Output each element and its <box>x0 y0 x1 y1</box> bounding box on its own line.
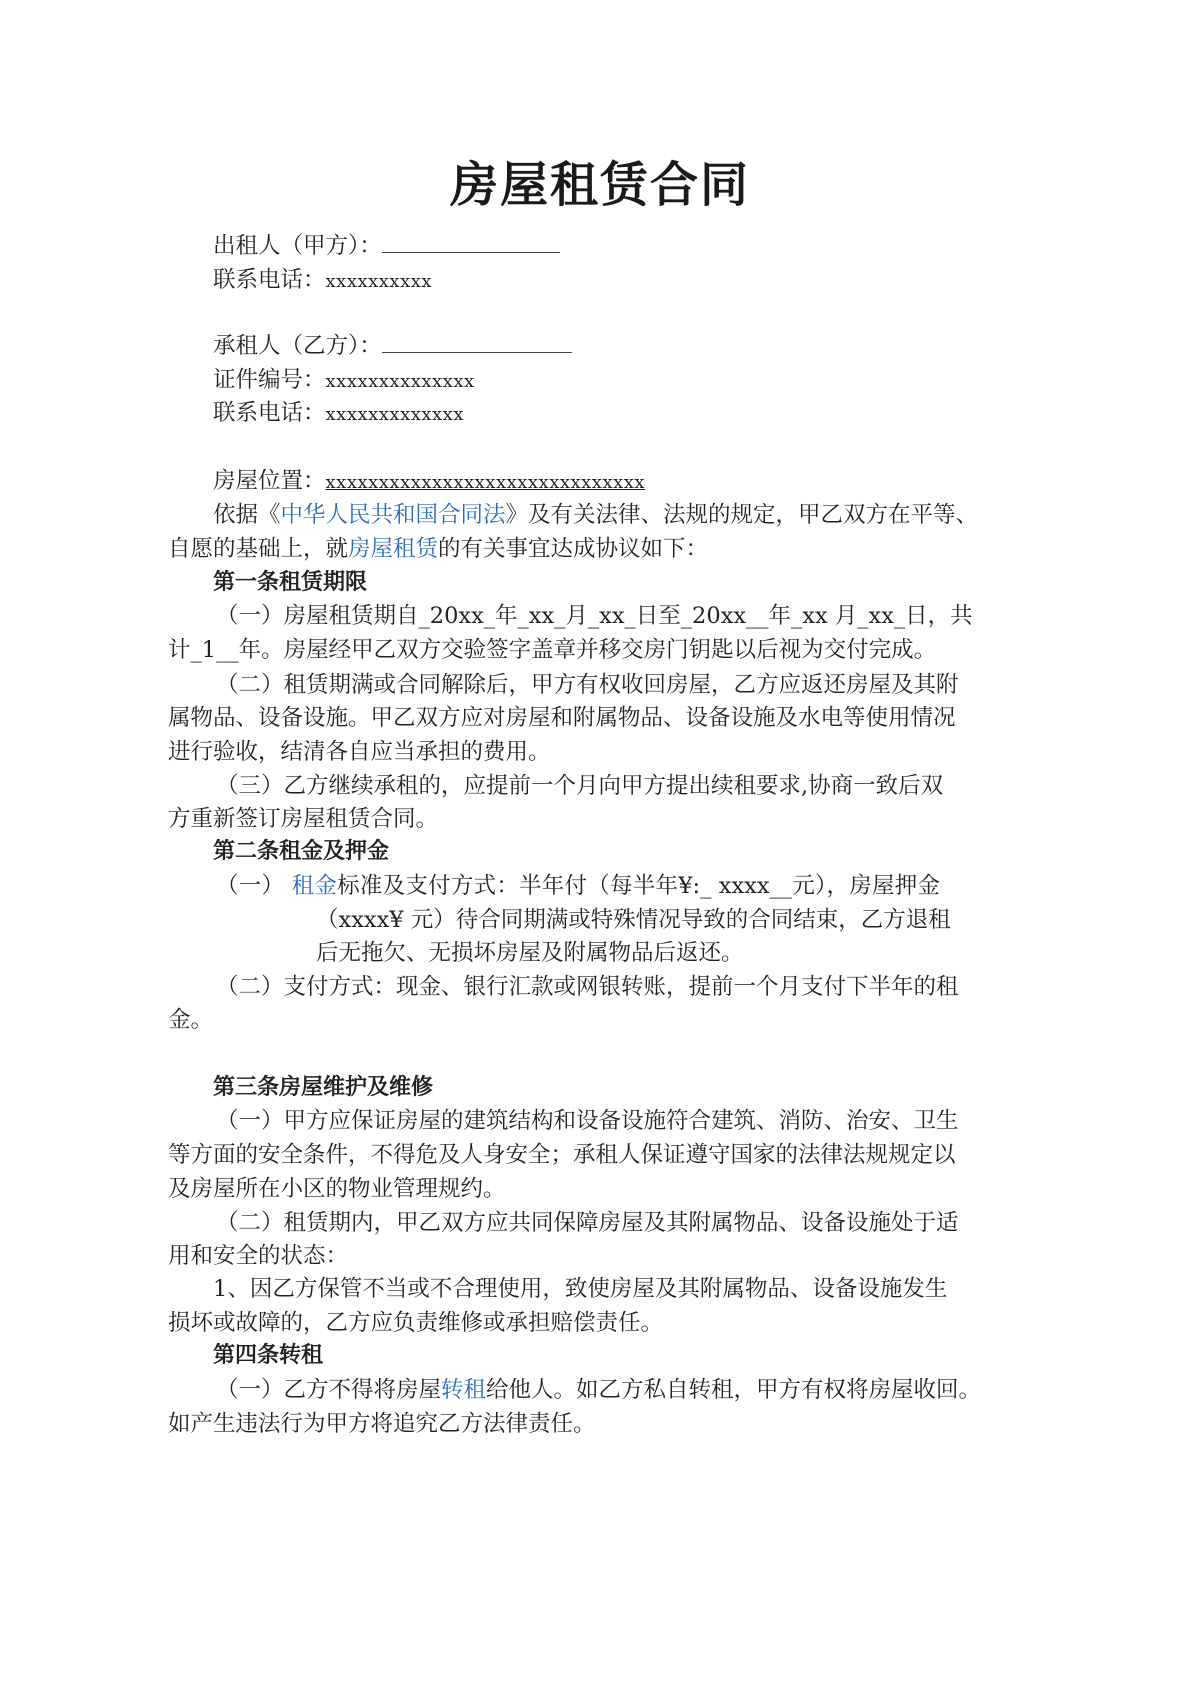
article2-p2-line1: （二）支付方式：现金、银行汇款或网银转账，提前一个月支付下半年的租 <box>216 974 959 1000</box>
intro-line-1 <box>213 497 979 533</box>
intro-text: 自愿的基础上，就 <box>168 536 349 562</box>
article4-p1-line2: 如产生违法行为甲方将追究乙方法律责任。 <box>168 1411 596 1437</box>
intro-text: 依据《 <box>213 502 281 528</box>
article3-p3-line1: 1、因乙方保管不当或不合理使用，致使房屋及其附属物品、设备设施发生 <box>213 1276 948 1302</box>
lessor-phone-value: xxxxxxxxxx <box>325 271 433 292</box>
lessor-phone-label: 联系电话： <box>213 267 326 293</box>
lessor-blank <box>382 228 560 253</box>
lessor-phone-line <box>213 262 432 300</box>
lessee-phone-label: 联系电话： <box>213 400 326 426</box>
address-label: 房屋位置： <box>213 468 326 494</box>
intro-text: 》及有关法律、法规的规定，甲乙双方在平等、 <box>505 502 979 528</box>
contract-law-link[interactable]: 中华人民共和国合同法 <box>280 502 506 528</box>
lessee-id-label: 证件编号： <box>213 367 326 393</box>
article3-p1-line2: 等方面的安全条件，不得危及人身安全；承租人保证遵守国家的法律法规规定以 <box>168 1142 956 1168</box>
lessee-id-value: xxxxxxxxxxxxxx <box>325 371 475 392</box>
article2-heading: 第二条租金及押金 <box>213 839 390 864</box>
article1-p3-line2: 方重新签订房屋租赁合同。 <box>168 806 439 832</box>
lessee-blank <box>382 328 572 353</box>
article2-p1-line2: （xxxx¥ 元）待合同期满或特殊情况导致的合同结束，乙方退租 <box>316 907 951 933</box>
document-title: 房屋租赁合同 <box>449 157 750 213</box>
article3-p1-line1: （一）甲方应保证房屋的建筑结构和设备设施符合建筑、消防、治安、卫生 <box>216 1108 959 1134</box>
article1-heading: 第一条租赁期限 <box>213 570 368 595</box>
lessor-line <box>213 228 560 264</box>
intro-line-2 <box>168 531 708 567</box>
article1-p2-line2: 属物品、设备设施。甲乙双方应对房屋和附属物品、设备设施及水电等使用情况 <box>168 705 956 731</box>
rent-link[interactable]: 租金 <box>291 873 338 899</box>
article3-p2-line2: 用和安全的状态： <box>168 1243 349 1269</box>
article4-p1-text: （一）乙方不得将房屋 <box>216 1377 442 1403</box>
article1-p2-line1: （二）租赁期满或合同解除后，甲方有权收回房屋，乙方应返还房屋及其附 <box>216 672 959 698</box>
article1-p1-line1: （一）房屋租赁期自_20xx_年_xx_月_xx_日至_20xx__年_xx 月_xx_日，共 <box>216 603 973 629</box>
article2-p1-line1 <box>216 868 940 904</box>
intro-text: 的有关事宜达成协议如下： <box>438 536 709 562</box>
article2-p1-prefix: （一） <box>216 873 285 899</box>
article3-p1-line3: 及房屋所在小区的物业管理规约。 <box>168 1176 506 1202</box>
lessor-label: 出租人（甲方）： <box>213 233 382 259</box>
article3-p3-line2: 损坏或故障的，乙方应负责维修或承担赔偿责任。 <box>168 1310 664 1336</box>
house-rental-link[interactable]: 房屋租赁 <box>348 536 439 562</box>
article2-p1-line3: 后无拖欠、无损坏房屋及附属物品后返还。 <box>316 940 744 966</box>
article2-p1-text: 标准及支付方式：半年付（每半年¥:_ xxxx__元），房屋押金 <box>337 873 940 899</box>
article3-heading: 第三条房屋维护及维修 <box>213 1075 434 1100</box>
article4-p1-line1 <box>216 1372 982 1408</box>
article4-heading: 第四条转租 <box>213 1343 324 1368</box>
article3-p2-line1: （二）租赁期内，甲乙双方应共同保障房屋及其附属物品、设备设施处于适 <box>216 1210 959 1236</box>
article1-p1-line2: 计_1__年。房屋经甲乙双方交验签字盖章并移交房门钥匙以后视为交付完成。 <box>168 637 937 663</box>
article2-p2-line2: 金。 <box>168 1007 214 1033</box>
lessee-line <box>213 328 572 364</box>
address-line <box>213 463 645 501</box>
article1-p2-line3: 进行验收，结清各自应当承担的费用。 <box>168 739 551 765</box>
lessee-label: 承租人（乙方）： <box>213 333 382 359</box>
lessee-phone-line <box>213 395 464 433</box>
lessee-phone-value: xxxxxxxxxxxxx <box>325 404 464 425</box>
sublet-link[interactable]: 转租 <box>441 1377 487 1403</box>
address-value: xxxxxxxxxxxxxxxxxxxxxxxxxxxxxx <box>325 472 646 493</box>
article1-p3-line1: （三）乙方继续承租的，应提前一个月向甲方提出续租要求,协商一致后双 <box>216 773 944 799</box>
article4-p1-text: 给他人。如乙方私自转租，甲方有权将房屋收回。 <box>486 1377 982 1403</box>
